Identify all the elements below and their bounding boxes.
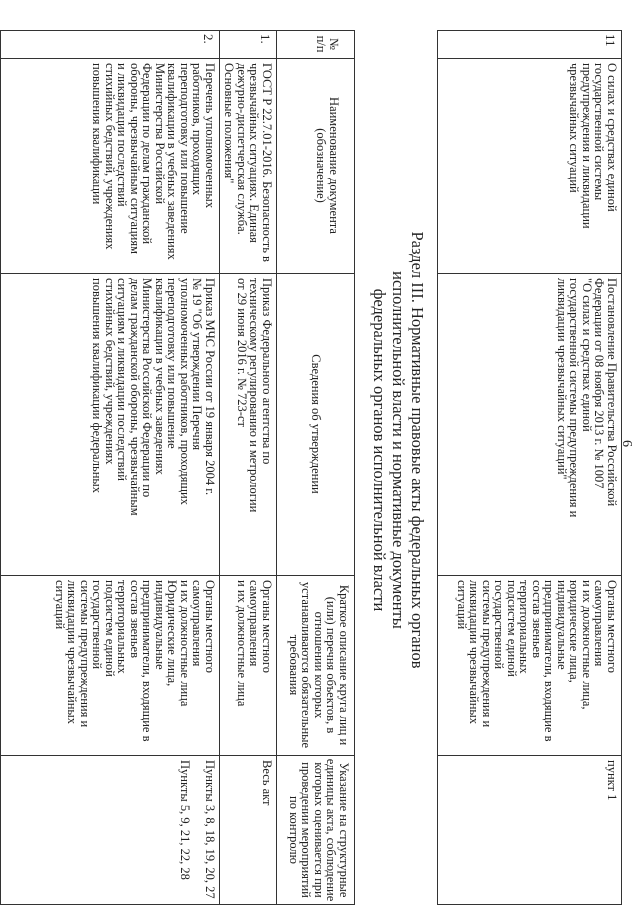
top-table-divider: [437, 273, 622, 274]
header-approval: Сведения об утверждении: [309, 354, 323, 494]
row-rule: [219, 30, 220, 905]
header-rule: [276, 30, 277, 905]
top-row-units: пункт 1: [605, 760, 619, 801]
top-table-divider: [437, 575, 622, 576]
main-table-divider: [0, 58, 355, 59]
header-subjects: Краткое описание круга лиц и (или) перечня объектов, в отношении которых устанавливаются обязательные требования: [287, 581, 351, 749]
row-2-number: 2.: [201, 34, 216, 44]
main-table-divider: [0, 273, 355, 274]
page-number: 6: [619, 440, 634, 447]
top-row-subjects: Органы местного самоуправления и их должностные лица, юридические лица, индивидуальные предприниматели, входящие в состав звеньев территориальных подсистем единой государственной системы предупреждения и ликвидации чрезвычайных ситуаций: [455, 580, 619, 742]
row-1-approval: Приказ Федерального агентства по техническому регулированию и метрологии от 29 июня 2016 г. № 723-ст: [235, 278, 274, 513]
row-1-units: Весь акт: [260, 760, 274, 806]
top-row-number: 11: [603, 34, 618, 47]
top-table-divider: [437, 58, 622, 59]
top-row-name: О силах и средствах единой государственной системы предупреждения и ликвидации чрезвычайных ситуаций: [567, 63, 619, 229]
header-name: Наименование документа (обозначение): [314, 97, 341, 234]
row-2-approval: Приказ МЧС России от 19 января 2004 г. № 19 "Об утверждении Перечня уполномоченных работников, проходящих переподготовку или повышение квалификации в учебных заведениях Министерства Российской Федерации по делам гражданской обороны, чрезвычайным ситуациям и ликвидации последствий стихийных бедствий, учреждениях повышения квалификации федеральных: [90, 278, 217, 516]
row-1-number: 1.: [258, 34, 273, 44]
main-table-divider: [0, 575, 355, 576]
top-table-divider: [437, 755, 622, 756]
main-table-divider: [0, 755, 355, 756]
row-2-name: Перечень уполномоченных работников, проходящих переподготовку или повышение квалификации в учебных заведениях Министерства Российской Федерации по делам гражданской обороны, чрезвычайным ситуациям и ликвидации последствий стихийных бедствий, учреждениях повышения квалификации: [90, 63, 217, 260]
section-heading: Раздел III. Нормативные правовые акты федеральных органов исполнительной власти и нормативные документы федеральных органов исполнительной власти: [370, 231, 427, 669]
header-units: Указание на структурные единицы акта, соблюдение которых оценивается при проведении мероприятий по контролю: [287, 758, 351, 902]
row-1-subjects: Органы местного самоуправления и их должностные лица: [235, 580, 274, 707]
row-1-name: ГОСТ Р 22.7.01-2016. Безопасность в чрезвычайных ситуациях. Единая дежурно-диспетчерская служба. Основные положения": [222, 63, 274, 262]
header-num: № п/п: [314, 35, 341, 53]
row-2-units: Пункты 3, 8, 18, 19, 20, 27 Пункты 5, 9, 21, 22, 28: [178, 760, 217, 899]
top-row-approval: Постановление Правительства Российской Федерации от 08 ноября 2013 г. № 1007 "О силах и средствах единой государственной системы предупреждения и ликвидации чрезвычайных ситуаций": [555, 278, 619, 518]
row-2-subjects: Органы местного самоуправления и их должностные лица Юридические лица, индивидуальные предприниматели, входящие в состав звеньев территориальных подсистем единой государственной системы предупреждения и ликвидации чрезвычайных ситуаций: [53, 580, 217, 742]
